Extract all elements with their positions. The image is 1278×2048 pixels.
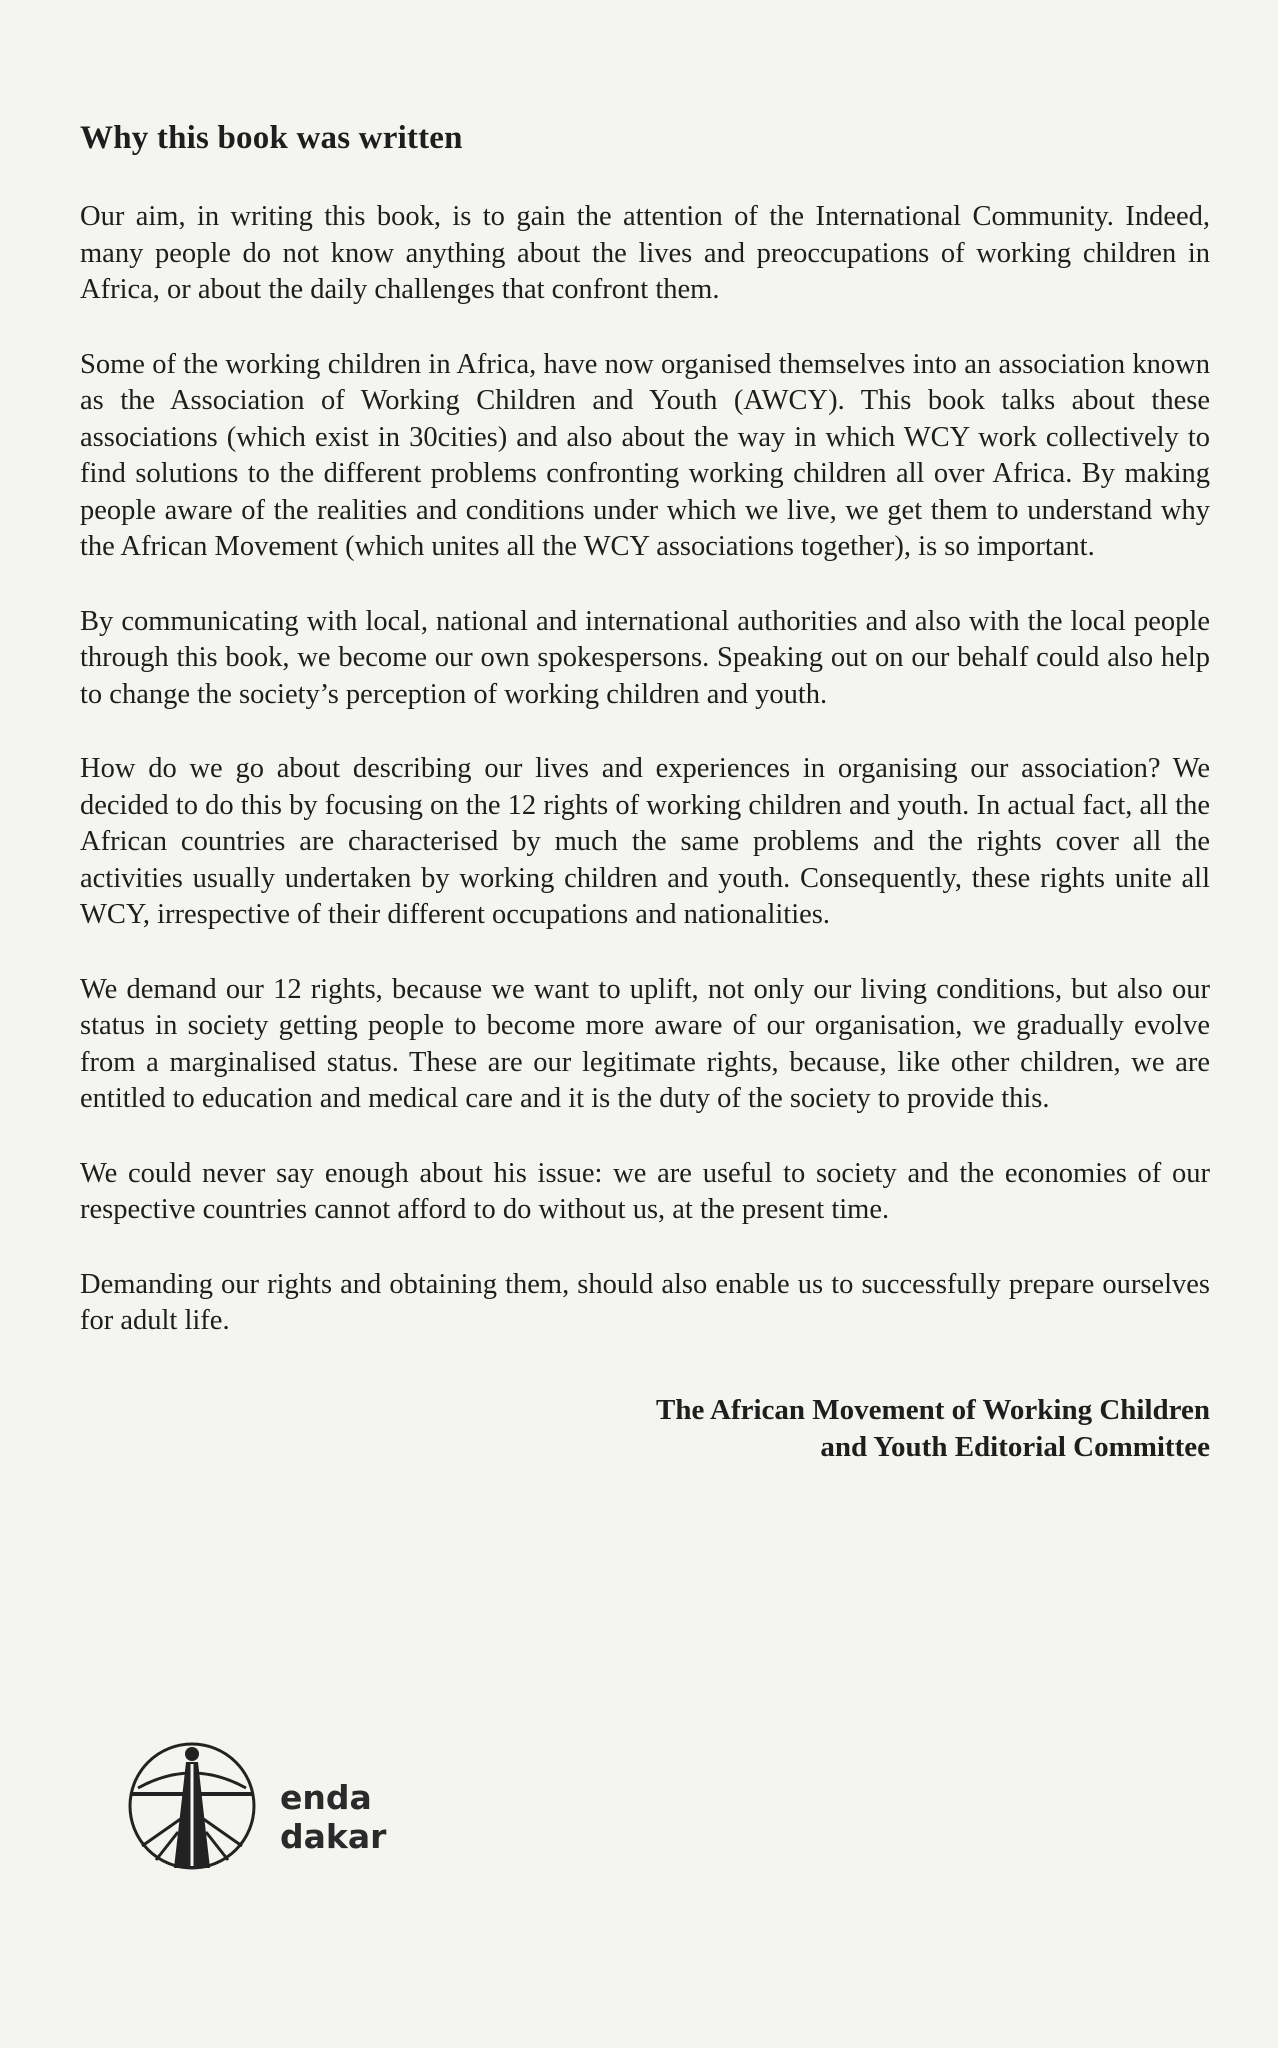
logo-text-dakar: dakar	[280, 1817, 387, 1856]
logo-wordmark	[280, 1778, 386, 1856]
page-title: Why this book was written	[80, 120, 463, 156]
paragraph-1: Our aim, in writing this book, is to gain the attention of the International Community. Indeed, many people do not know anything about the lives and preoccupations of working children in Africa, or about the daily challenges that confront them.	[80, 201, 1210, 305]
paragraph-2: Some of the working children in Africa, have now organised themselves into an association known as the Association of Working Children and Youth (AWCY). This book talks about these associations (which exist in 30cities) and also about the way in which WCY work collectively to find solutions to the different problems confronting working children all over Africa. By making people aware of the realities and conditions under which we live, we get them to understand why the African Movement (which unites all the WCY associations together), is so important.	[80, 348, 1210, 562]
paragraph-3: By communicating with local, national and international authorities and also with the local people through this book, we become our own spokespersons. Speaking out on our behalf could also help to change the society’s perception of working children and youth.	[80, 605, 1210, 710]
enda-logo	[120, 1728, 420, 1888]
logo-text-enda: enda	[280, 1778, 372, 1817]
signature-block	[80, 1392, 1210, 1466]
paragraph-4: How do we go about describing our lives and experiences in organising our association? We decided to do this by focusing on the 12 rights of working children and youth. In actual fact, all the African countries are characterised by much the same problems and the rights cover all the activities usually undertaken by working children and youth. Consequently, these rights unite all WCY, irrespective of their different occupations and nationalities.	[80, 753, 1210, 930]
signature-line-2: and Youth Editorial Committee	[820, 1430, 1210, 1463]
paragraph-5: We demand our 12 rights, because we want to uplift, not only our living conditions, but also our status in society getting people to become more aware of our organisation, we gradually evolve from a marginalised status. These are our legitimate rights, because, like other children, we are entitled to education and medical care and it is the duty of the society to provide this.	[80, 973, 1210, 1114]
content-area	[80, 120, 1210, 1466]
enda-emblem-icon	[120, 1728, 270, 1878]
signature-line-1: The African Movement of Working Children	[656, 1393, 1210, 1426]
paragraph-7: Demanding our rights and obtaining them, should also enable us to successfully prepare ourselves for adult life.	[80, 1268, 1210, 1336]
paragraph-6: We could never say enough about his issue: we are useful to society and the economies of our respective countries cannot afford to do without us, at the present time.	[80, 1157, 1210, 1225]
